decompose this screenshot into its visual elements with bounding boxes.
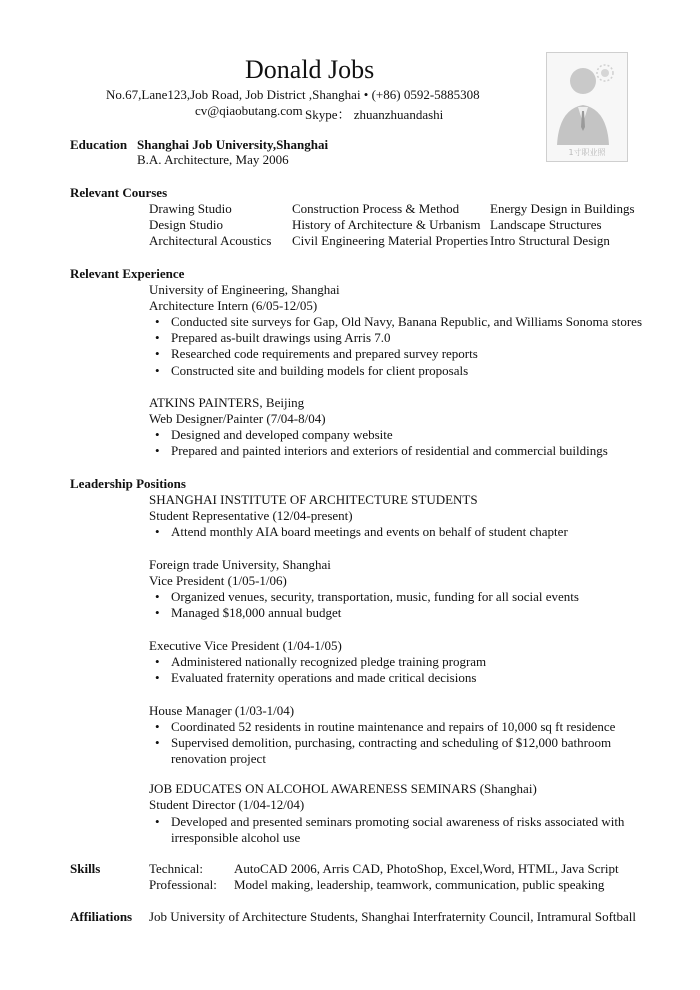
bullet-item: • Developed and presented seminars promoting social awareness of risks associated with: [149, 814, 624, 830]
leadership-heading: Leadership Positions: [70, 476, 186, 491]
skype-text: Skype： zhuanzhuandashi: [305, 107, 444, 122]
position-role: Student Director (1/04-12/04): [149, 797, 305, 812]
position-role: House Manager (1/03-1/04): [149, 703, 295, 718]
affiliations-heading: Affiliations: [70, 909, 133, 924]
courses-heading: Relevant Courses: [70, 185, 168, 200]
profile-photo: [546, 52, 628, 162]
email-text: cv@qiaobutang.com: [195, 103, 303, 118]
bullet-item: • Researched code requirements and prepared survey reports: [149, 346, 642, 362]
bullet-item: • Constructed site and building models for client proposals: [149, 363, 642, 379]
experience-heading: Relevant Experience: [70, 266, 185, 281]
position-role: Student Representative (12/04-present): [149, 508, 353, 523]
course-col1-item: Architectural Acoustics: [149, 233, 272, 248]
position-role: Executive Vice President (1/04-1/05): [149, 638, 342, 653]
skills-professional-label: Professional:: [149, 877, 217, 892]
bullet-item: • Supervised demolition, purchasing, contracting and scheduling of $12,000 bathroom: [149, 735, 615, 751]
course-col2-item: Civil Engineering Material Properties: [292, 233, 489, 248]
bullet-continuation: renovation project: [171, 751, 266, 766]
affiliations-value: Job University of Architecture Students, Shanghai Interfraternity Council, Intramural Softball: [149, 909, 637, 924]
education-school: Shanghai Job University,Shanghai: [137, 137, 329, 152]
bullet-item: • Conducted site surveys for Gap, Old Navy, Banana Republic, and Williams Sonoma stores: [149, 314, 642, 330]
avatar-silhouette-icon: [547, 53, 627, 161]
course-col1-item: Design Studio: [149, 217, 224, 232]
bullet-item: • Organized venues, security, transportation, music, funding for all social events: [149, 589, 579, 605]
job-role: Architecture Intern (6/05-12/05): [149, 298, 318, 313]
course-col3-item: Intro Structural Design: [490, 233, 610, 248]
bullet-item: • Designed and developed company website: [149, 427, 608, 443]
resume-name: Donald Jobs: [245, 55, 375, 84]
job-bullet-list: [149, 314, 642, 379]
course-col3-item: Landscape Structures: [490, 217, 602, 232]
job-org: University of Engineering, Shanghai: [149, 282, 340, 297]
position-org: SHANGHAI INSTITUTE OF ARCHITECTURE STUDENTS: [149, 492, 478, 507]
position-bullet-list: [149, 719, 615, 751]
course-col1-item: Drawing Studio: [149, 201, 232, 216]
bullet-item: • Prepared and painted interiors and exteriors of residential and commercial buildings: [149, 443, 608, 459]
bullet-item: • Attend monthly AIA board meetings and events on behalf of student chapter: [149, 524, 568, 540]
course-col2-item: History of Architecture & Urbanism: [292, 217, 481, 232]
education-degree: B.A. Architecture, May 2006: [137, 152, 289, 167]
position-org: JOB EDUCATES ON ALCOHOL AWARENESS SEMINARS (Shanghai): [149, 781, 537, 796]
bullet-item: • Managed $18,000 annual budget: [149, 605, 579, 621]
bullet-item: • Evaluated fraternity operations and made critical decisions: [149, 670, 486, 686]
job-bullet-list: [149, 427, 608, 459]
course-col3-item: Energy Design in Buildings: [490, 201, 635, 216]
education-heading: Education: [70, 137, 128, 152]
job-role: Web Designer/Painter (7/04-8/04): [149, 411, 326, 426]
bullet-item: • Coordinated 52 residents in routine maintenance and repairs of 10,000 sq ft residence: [149, 719, 615, 735]
course-col2-item: Construction Process & Method: [292, 201, 460, 216]
skills-technical-label: Technical:: [149, 861, 203, 876]
position-bullet-list: [149, 589, 579, 621]
skills-technical-value: AutoCAD 2006, Arris CAD, PhotoShop, Excel,Word, HTML, Java Script: [234, 861, 619, 876]
bullet-item: • Administered nationally recognized pledge training program: [149, 654, 486, 670]
address-line: No.67,Lane123,Job Road, Job District ,Shanghai • (+86) 0592-5885308: [106, 87, 480, 102]
skills-professional-value: Model making, leadership, teamwork, communication, public speaking: [234, 877, 605, 892]
bullet-item: • Prepared as-built drawings using Arris 7.0: [149, 330, 642, 346]
position-role: Vice President (1/05-1/06): [149, 573, 287, 588]
bullet-continuation: irresponsible alcohol use: [171, 830, 301, 845]
job-org: ATKINS PAINTERS, Beijing: [149, 395, 305, 410]
position-bullet-list: [149, 524, 568, 540]
position-bullet-list: [149, 654, 486, 686]
position-bullet-list: [149, 814, 624, 830]
photo-caption: 1寸职业照: [568, 148, 606, 157]
skills-heading: Skills: [70, 861, 101, 876]
position-org: Foreign trade University, Shanghai: [149, 557, 331, 572]
